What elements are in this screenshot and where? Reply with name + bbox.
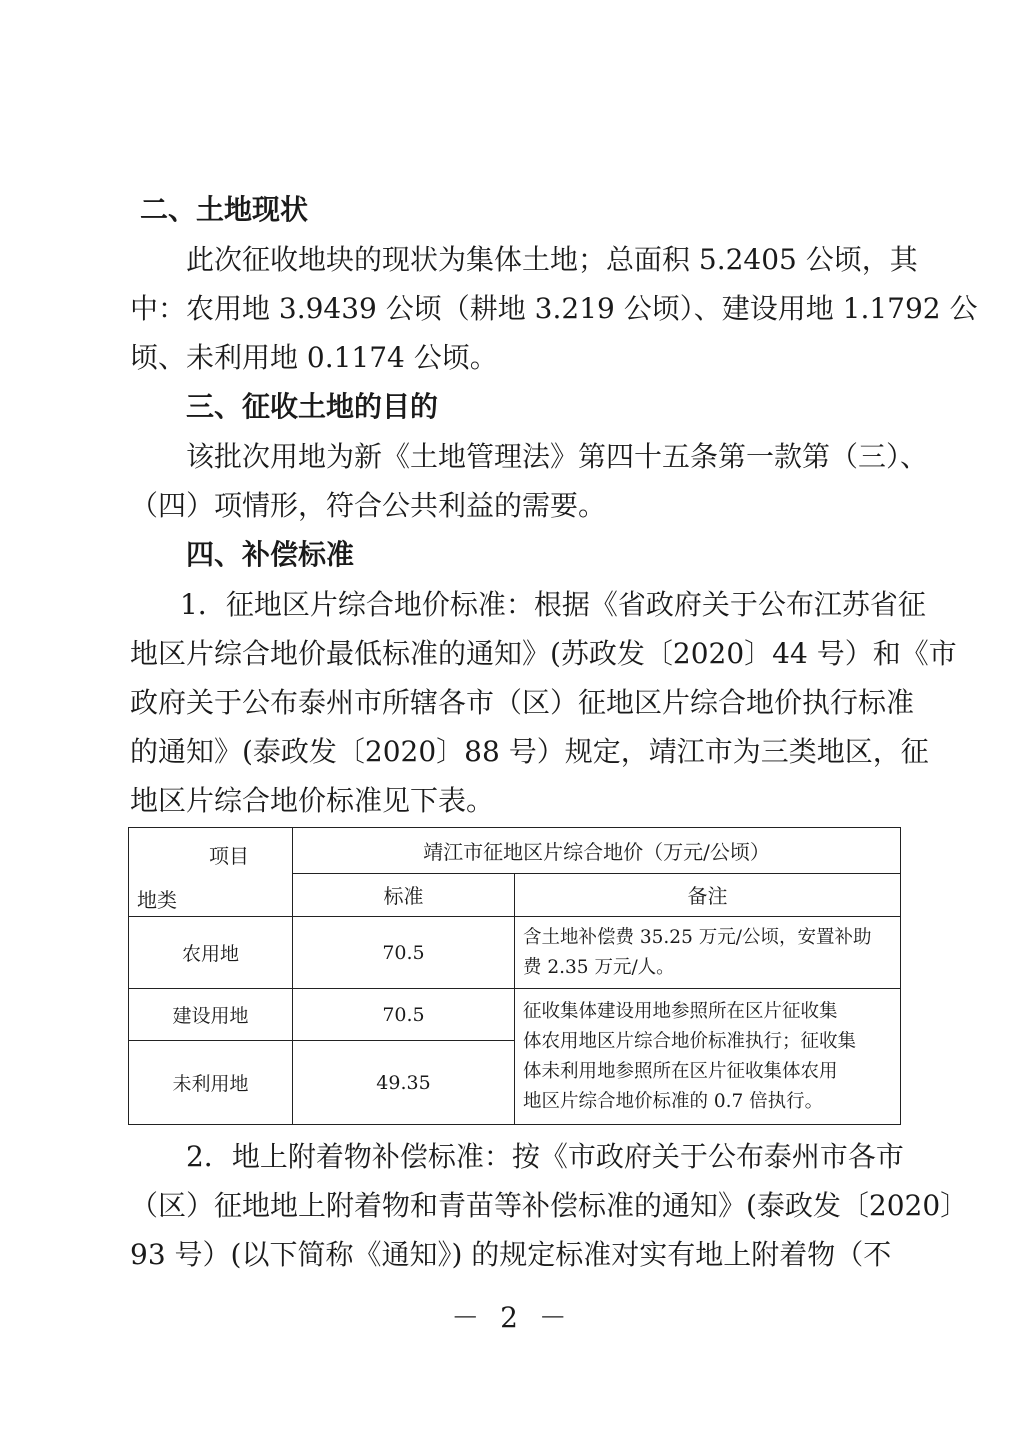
corner-label-item: 项目 [209,844,249,868]
section-2-line-3: 顷、未利用地 0.1174 公顷。 [130,341,498,374]
section-4-p1-line-5: 地区片综合地价标准见下表。 [130,784,495,817]
table-header-standard: 标准 [293,873,515,917]
table-row [129,917,901,989]
section-2-line-2: 中：农用地 3.9439 公顷（耕地 3.219 公顷）、建设用地 1.1792 公 [130,292,978,325]
section-4-p2-line-2: （区）征地地上附着物和青苗等补偿标准的通知》(泰政发〔2020〕 [130,1189,969,1222]
row-land-type: 建设用地 [129,989,293,1041]
row-note [515,917,901,989]
section-3-line-2: （四）项情形，符合公共利益的需要。 [130,489,607,522]
section-4-p1-line-3: 政府关于公布泰州市所辖各市（区）征地区片综合地价执行标准 [130,686,915,719]
section-4-p1-line-2: 地区片综合地价最低标准的通知》(苏政发〔2020〕44 号）和《市 [130,637,957,670]
section-4-p2-line-3: 93 号）(以下简称《通知》) 的规定标准对实有地上附着物（不 [130,1238,892,1271]
row-standard-value: 49.35 [293,1041,515,1125]
note-line: 费 2.35 万元/人。 [523,956,675,978]
section-4-p1-line-4: 的通知》(泰政发〔2020〕88 号）规定，靖江市为三类地区，征 [130,735,929,768]
row-standard-value: 70.5 [293,917,515,989]
row-land-type: 未利用地 [129,1041,293,1125]
section-3-title: 三、征收土地的目的 [186,390,439,423]
section-4-p2-line-1: 2．地上附着物补偿标准：按《市政府关于公布泰州市各市 [186,1140,904,1173]
section-4-p1-line-1: 1．征地区片综合地价标准：根据《省政府关于公布江苏省征 [180,588,926,621]
note-line: 体农用地区片综合地价标准执行；征收集 [523,1030,857,1052]
row-standard-value: 70.5 [293,989,515,1041]
corner-label-landtype: 地类 [137,888,177,912]
row-land-type: 农用地 [129,917,293,989]
section-4-title: 四、补偿标准 [186,538,355,571]
note-line: 征收集体建设用地参照所在区片征收集 [523,1000,838,1022]
note-line: 体未利用地参照所在区片征收集体农用 [523,1060,838,1082]
table-corner-cell [129,828,293,917]
table-group-header: 靖江市征地区片综合地价（万元/公顷） [293,828,901,874]
page-number: － 2 － [451,1301,573,1334]
note-line: 地区片综合地价标准的 0.7 倍执行。 [523,1090,824,1112]
table-header-note: 备注 [515,873,901,917]
section-2-title: 二、土地现状 [140,193,309,226]
note-line: 含土地补偿费 35.25 万元/公顷，安置补助 [523,926,872,948]
row-note-merged [515,989,901,1125]
section-2-line-1: 此次征收地块的现状为集体土地；总面积 5.2405 公顷，其 [186,243,918,276]
land-price-table [128,827,901,1125]
section-3-line-1: 该批次用地为新《土地管理法》第四十五条第一款第（三）、 [186,440,929,473]
table-row [129,989,901,1041]
